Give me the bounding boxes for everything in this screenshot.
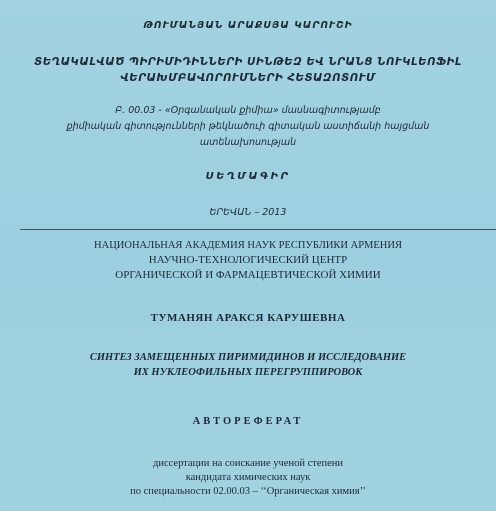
armenian-title-line-1: ՏԵՂԱԿԱԼՎԱԾ ՊԻՐԻՄԻԴԻՆՆԵՐԻ ՍԻՆԹԵԶ ԵՎ ՆՐԱՆՑ ՆՈՒԿԼԵՈՖԻԼ: [34, 56, 462, 68]
russian-description-line-2: кандидата химических наук: [185, 472, 311, 483]
russian-academy-line-1: НАЦИОНАЛЬНАЯ АКАДЕМИЯ НАУК РЕСПУБЛИКИ АРМЕНИЯ: [94, 240, 402, 251]
section-divider: [20, 229, 496, 230]
armenian-city-year: ԵՐԵՎԱՆ – 2013: [209, 207, 287, 218]
russian-author-name: ТУМАНЯН АРАКСЯ КАРУШЕВНА: [150, 312, 346, 324]
armenian-author-name: ԹՈՒՄԱՆՅԱՆ ԱՐԱՔՍՅԱ ԿԱՐՈՒՇԻ: [143, 20, 353, 31]
armenian-title-line-2: ՎԵՐԱԽՄԲԱՎՈՐՈՒՄՆԵՐԻ ՀԵՏԱԶՈՏՈՒՄ: [120, 72, 376, 84]
russian-title-line-2: ИХ НУКЛЕОФИЛЬНЫХ ПЕРЕГРУППИРОВОК: [133, 367, 363, 378]
russian-description-line-3: по специальности 02.00.03 – ‘‘Органическая химия’’: [130, 486, 366, 497]
russian-description-line-1: диссертации на соискание ученой степени: [153, 458, 343, 469]
armenian-specialty-line-3: ատենախոսության: [199, 137, 297, 148]
russian-academy-line-2: НАУЧНО-ТЕХНОЛОГИЧЕСКИЙ ЦЕНТР: [148, 254, 348, 266]
armenian-specialty-line-2: քիմիական գիտությունների թեկնածուի գիտական աստիճանի հայցման: [66, 121, 430, 132]
russian-title-line-1: СИНТЕЗ ЗАМЕЩЕННЫХ ПИРИМИДИНОВ И ИССЛЕДОВАНИЕ: [89, 352, 407, 363]
russian-academy-line-3: ОРГАНИЧЕСКОЙ И ФАРМАЦЕВТИЧЕСКОЙ ХИМИИ: [115, 269, 381, 281]
armenian-specialty-line-1: Բ. 00.03 - «Օրգանական քիմիա» մասնագիտությամբ: [115, 105, 381, 116]
armenian-doc-type: ՍԵՂՄԱԳԻՐ: [205, 171, 291, 182]
russian-doc-type: АВТОРЕФЕРАТ: [192, 416, 304, 427]
